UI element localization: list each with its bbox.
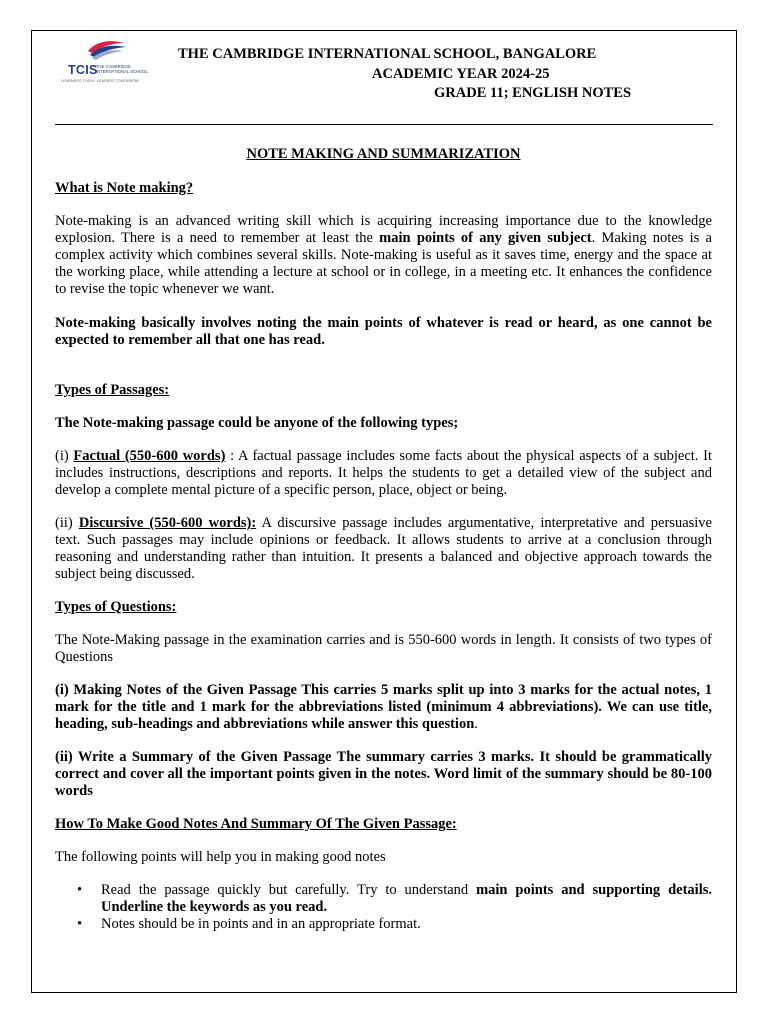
school-logo xyxy=(58,37,158,87)
types-questions-intro: The Note-Making passage in the examination carries and is 550-600 words in length. It consists of two types of Questions xyxy=(55,632,712,665)
logo-school-name: THE CAMBRIDGE INTERNATIONAL SCHOOL xyxy=(96,64,148,74)
paragraph-factual: (i) Factual (550-600 words) : A factual passage includes some facts about the physical aspects of a subject. It includes instructions, descriptions and reports. It helps the students to get a detailed view of the subject and develop a complete mental picture of a specific person, place, object or being. xyxy=(55,448,712,498)
grade-label: GRADE 11; ENGLISH NOTES xyxy=(434,85,632,101)
academic-year: ACADEMIC YEAR 2024-25 xyxy=(372,66,550,82)
school-name: THE CAMBRIDGE INTERNATIONAL SCHOOL, BANGALORE xyxy=(178,46,597,62)
document-body xyxy=(55,146,712,933)
logo-abbreviation: TCIS xyxy=(68,63,98,77)
section-heading-howto: How To Make Good Notes And Summary Of The Given Passage: xyxy=(55,816,457,832)
section-heading-types-passages: Types of Passages: xyxy=(55,382,170,398)
logo-tagline: LEARNERS TODAY, LEADERS TOMORROW xyxy=(61,79,139,83)
types-passages-intro: The Note-making passage could be anyone of the following types; xyxy=(55,415,459,431)
howto-intro: The following points will help you in making good notes xyxy=(55,849,386,865)
paragraph-note-making-basics: Note-making basically involves noting the main points of whatever is read or heard, as one cannot be expected to remember all that one has read. xyxy=(55,315,712,348)
howto-bullet-list xyxy=(55,882,712,933)
list-item: • Notes should be in points and in an appropriate format. xyxy=(101,916,712,933)
list-item: • Read the passage quickly but carefully. Try to understand main points and supporting details. Underline the keywords as you read. xyxy=(101,882,712,916)
question-type-summary: (ii) Write a Summary of the Given Passage The summary carries 3 marks. It should be grammatically correct and cover all the important points given in the notes. Word limit of the summary should be 80-100 words xyxy=(55,749,712,799)
header-divider xyxy=(55,124,713,125)
section-heading-what: What is Note making? xyxy=(55,180,194,196)
section-heading-types-questions: Types of Questions: xyxy=(55,599,177,615)
paragraph-discursive: (ii) Discursive (550-600 words): A discursive passage includes argumentative, interpretative and persuasive text. Such passages may include opinions or feedback. It allows students to arrive at a conclusion through reasoning and understanding rather than intuition. It presents a balanced and objective approach towards the subject being discussed. xyxy=(55,515,712,582)
paragraph-intro: Note-making is an advanced writing skill which is acquiring increasing importance due to the knowledge explosion. There is a need to remember at least the main points of any given subject. Making notes is a complex activity which combines several skills. Note-making is useful as it saves time, energy and the space at the working place, while attending a lecture at school or in college, in a meeting etc. It enhances the confidence to revise the topic whenever we want. xyxy=(55,213,712,297)
page-title: NOTE MAKING AND SUMMARIZATION xyxy=(246,146,521,162)
question-type-notes: (i) Making Notes of the Given Passage This carries 5 marks split up into 3 marks for the actual notes, 1 mark for the title and 1 mark for the abbreviations listed (minimum 4 abbreviations). We can use title, heading, sub-headings and abbreviations while answer this question. xyxy=(55,682,712,732)
